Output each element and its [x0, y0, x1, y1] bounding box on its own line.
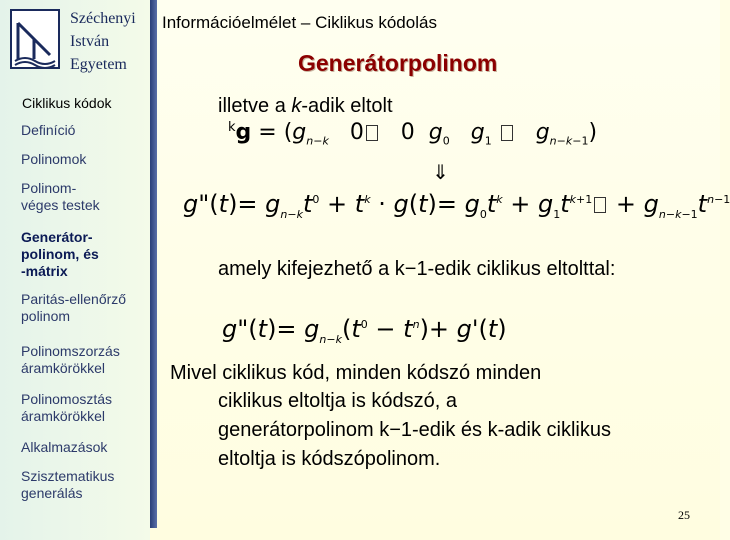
sidebar-item-6[interactable]: Polinomszorzás áramkörökkel [21, 343, 120, 376]
university-name-line1: Széchenyi [70, 10, 136, 27]
page-number: 25 [678, 508, 690, 522]
sidebar-item-5[interactable]: Paritás-ellenőrző polinom [21, 291, 127, 324]
content-line1 [218, 95, 393, 118]
formula-g-double-prime: g"(t)= $g_{n-k}t^0 + t^k \cdot g(t)= g_0t^k + g_1t^{k+1} + g_{n-k-1}t^{n-1}$ [183, 190, 730, 221]
sidebar-item-2[interactable]: Polinomok [21, 151, 87, 167]
sidebar-item-4[interactable]: Generátor- polinom, és -mátrix [21, 229, 99, 279]
sidebar-divider [150, 0, 157, 528]
sidebar-item-3[interactable]: Polinom- véges testek [21, 180, 100, 213]
content-line1-suffix: -adik eltolt [301, 95, 393, 117]
paragraph-line1: Mivel ciklikus kód, minden kódszó minden [170, 362, 542, 384]
content-line1-k: k [291, 95, 302, 117]
paragraph-line3: generátorpolinom k−1-edik és k-adik ciklikus [218, 419, 611, 441]
university-logo [10, 9, 60, 69]
paragraph-line4: eltoltja is kódszópolinom. [218, 448, 441, 470]
sidebar-item-9[interactable]: Szisztematikus generálás [21, 468, 115, 501]
paragraph-line2: ciklikus eltoltja is kódszó, a [218, 390, 457, 412]
sidebar-item-8[interactable]: Alkalmazások [21, 439, 108, 455]
university-name-line2: István [70, 33, 110, 50]
implies-arrow: ⇓ [432, 160, 449, 184]
formula-kth-shift: $^kg = (g_{n-k}$ 0 0 $g_0$ $g_1$ $g_{n-k-1}$) [228, 120, 598, 148]
sidebar-item-1[interactable]: Definíció [21, 122, 76, 138]
slide-title: Generátorpolinom [298, 50, 498, 76]
course-title: Információelmélet – Ciklikus kódolás [162, 13, 437, 32]
formula-recursive: g"(t)= $g_{n-k}(t^0 - t^n)+ g'(t)$ [222, 315, 507, 346]
content-line2: amely kifejezhető a k−1-edik ciklikus eltolttal: [218, 258, 616, 280]
university-name-line3: Egyetem [70, 56, 127, 73]
sidebar-section-title: Ciklikus kódok [22, 95, 112, 111]
sidebar-item-7[interactable]: Polinomosztás áramkörökkel [21, 391, 113, 424]
content-line1-prefix: illetve a [218, 95, 292, 117]
